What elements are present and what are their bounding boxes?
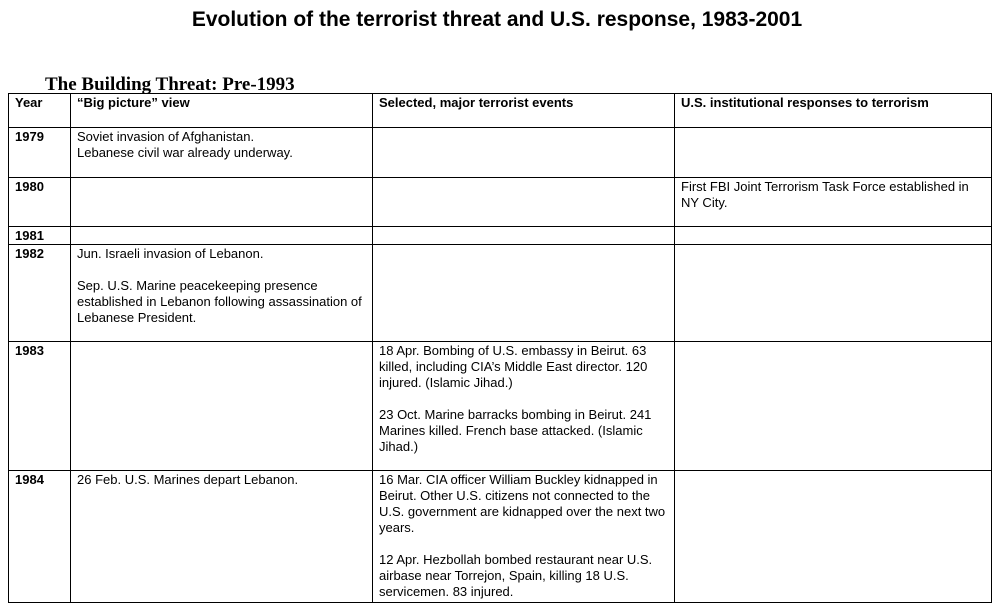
table-header-row (9, 94, 992, 128)
header-events: Selected, major terrorist events (373, 94, 675, 128)
row-year: 1984 (9, 471, 71, 603)
row-big-picture: Jun. Israeli invasion of Lebanon. Sep. U.S. Marine peacekeeping presence established in Lebanon following assassination of Lebanese President. (71, 245, 373, 342)
row-big-picture: Soviet invasion of Afghanistan. Lebanese civil war already underway. (71, 128, 373, 178)
row-responses (675, 128, 992, 178)
timeline-table (8, 93, 992, 603)
row-responses (675, 227, 992, 245)
document-title: Evolution of the terrorist threat and U.S. response, 1983-2001 (191, 8, 803, 31)
row-year: 1983 (9, 342, 71, 471)
table-row (9, 245, 992, 342)
row-responses: First FBI Joint Terrorism Task Force established in NY City. (675, 178, 992, 227)
table-row (9, 342, 992, 471)
table-row (9, 178, 992, 227)
row-year: 1981 (9, 227, 71, 245)
row-events (373, 245, 675, 342)
row-responses (675, 471, 992, 603)
row-events (373, 128, 675, 178)
row-responses (675, 245, 992, 342)
row-events: 18 Apr. Bombing of U.S. embassy in Beirut. 63 killed, including CIA’s Middle East director. 120 injured. (Islamic Jihad.) 23 Oct. Marine barracks bombing in Beirut. 241 Marines killed. French base attacked. (Islamic Jihad.) (373, 342, 675, 471)
header-year: Year (9, 94, 71, 128)
row-events (373, 178, 675, 227)
row-big-picture (71, 227, 373, 245)
header-big-picture: “Big picture” view (71, 94, 373, 128)
row-big-picture (71, 178, 373, 227)
row-events (373, 227, 675, 245)
table-row (9, 128, 992, 178)
row-big-picture: 26 Feb. U.S. Marines depart Lebanon. (71, 471, 373, 603)
row-events: 16 Mar. CIA officer William Buckley kidnapped in Beirut. Other U.S. citizens not connected to the U.S. government are kidnapped over the next two years. 12 Apr. Hezbollah bombed restaurant near U.S. airbase near Torrejon, Spain, killing 18 U.S. servicemen. 83 injured. (373, 471, 675, 603)
row-year: 1980 (9, 178, 71, 227)
section-heading: The Building Threat: Pre-1993 (45, 74, 295, 95)
row-big-picture (71, 342, 373, 471)
row-year: 1982 (9, 245, 71, 342)
row-responses (675, 342, 992, 471)
table-row (9, 227, 992, 245)
header-responses: U.S. institutional responses to terrorism (675, 94, 992, 128)
table-row (9, 471, 992, 603)
row-year: 1979 (9, 128, 71, 178)
